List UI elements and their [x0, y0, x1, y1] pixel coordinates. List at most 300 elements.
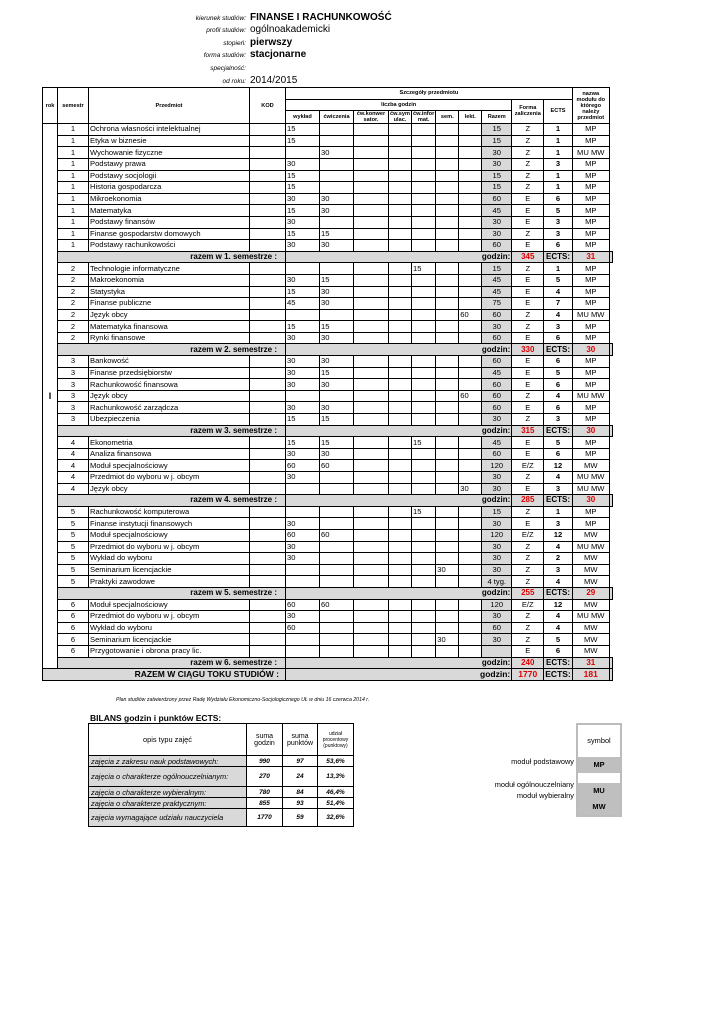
hours-sym: [389, 193, 412, 205]
ects-cell: 3: [544, 483, 573, 495]
total-label: RAZEM W CIĄGU TOKU STUDIÓW :: [43, 669, 286, 681]
hours-inf: [412, 576, 436, 588]
semester-cell: 3: [58, 356, 89, 368]
hours-semn: [436, 483, 459, 495]
hours-lekt: [459, 193, 482, 205]
hours-semn: [436, 518, 459, 530]
course-name: Technologie informatyczne: [89, 263, 250, 275]
col-szczegoly: Szczegóły przedmiotu: [286, 88, 573, 100]
ects-cell: 6: [544, 193, 573, 205]
module-cell: MP: [572, 274, 609, 286]
course-code: [250, 356, 286, 368]
header-value: FINANSE I RACHUNKOWOŚĆ: [250, 12, 392, 23]
bilans-row: [89, 787, 354, 798]
total-ects: 181: [572, 669, 609, 681]
hours-razem: 60: [482, 193, 512, 205]
hours-razem: 30: [482, 472, 512, 484]
bilans-godzin: 270: [247, 767, 283, 787]
hours-lekt: [459, 332, 482, 344]
col-lekt: lekt.: [459, 111, 482, 124]
hours-wyk: 15: [286, 437, 320, 449]
module-cell: MP: [572, 332, 609, 344]
hours-lekt: [459, 240, 482, 252]
hours-inf: [412, 216, 436, 228]
hours-inf: [412, 158, 436, 170]
module-cell: MW: [572, 564, 609, 576]
course-name: Przedmiot do wyboru w j. obcym: [89, 541, 250, 553]
hours-wyk: [286, 645, 320, 657]
hours-semn: [436, 599, 459, 611]
course-code: [250, 541, 286, 553]
ects-cell: 7: [544, 298, 573, 310]
hours-sym: [389, 529, 412, 541]
course-name: Mikroekonomia: [89, 193, 250, 205]
bilans-opis: zajęcia z zakresu nauk podstawowych:: [89, 756, 247, 767]
course-name: Finanse przedsiębiorstw: [89, 367, 250, 379]
hours-konw: [354, 228, 389, 240]
hours-sym: [389, 437, 412, 449]
module-label-mp: moduł podstawowy: [511, 757, 574, 766]
course-name: Seminarium licencjackie: [89, 634, 250, 646]
module-cell: MP: [572, 182, 609, 194]
summary-ects-label: ECTS:: [544, 425, 573, 437]
hours-semn: [436, 356, 459, 368]
hours-lekt: [459, 263, 482, 275]
course-code: [250, 414, 286, 426]
hours-lekt: [459, 506, 482, 518]
module-cell: MW: [572, 634, 609, 646]
course-name: Wychowanie fizyczne: [89, 147, 250, 159]
hours-sym: [389, 564, 412, 576]
hours-cw: 30: [320, 332, 354, 344]
hours-lekt: [459, 298, 482, 310]
course-code: [250, 529, 286, 541]
assessment-form: E/Z: [512, 529, 544, 541]
semester-cell: 5: [58, 518, 89, 530]
summary-godzin: 285: [512, 495, 544, 507]
hours-inf: 15: [412, 437, 436, 449]
hours-inf: [412, 541, 436, 553]
hours-semn: [436, 205, 459, 217]
hours-konw: [354, 437, 389, 449]
course-row: [43, 611, 613, 623]
hours-sym: [389, 576, 412, 588]
hours-cw: [320, 216, 354, 228]
summary-godzin: 315: [512, 425, 544, 437]
hours-cw: [320, 483, 354, 495]
hours-semn: [436, 124, 459, 136]
hours-lekt: [459, 437, 482, 449]
hours-konw: [354, 356, 389, 368]
course-code: [250, 286, 286, 298]
course-row: [43, 379, 613, 391]
course-name: Finanse instytucji finansowych: [89, 518, 250, 530]
assessment-form: Z: [512, 541, 544, 553]
hours-inf: 15: [412, 263, 436, 275]
module-cell: MU MW: [572, 483, 609, 495]
course-row: [43, 541, 613, 553]
course-code: [250, 228, 286, 240]
hours-razem: 120: [482, 599, 512, 611]
hours-cw: 30: [320, 205, 354, 217]
hours-konw: [354, 460, 389, 472]
hours-wyk: 60: [286, 460, 320, 472]
hours-sym: [389, 170, 412, 182]
course-code: [250, 576, 286, 588]
semester-cell: 2: [58, 332, 89, 344]
header-label: od roku:: [222, 78, 246, 85]
course-row: [43, 506, 613, 518]
bilans-title: BILANS godzin i punktów ECTS:: [90, 713, 222, 723]
course-row: [43, 437, 613, 449]
semester-summary: [43, 344, 613, 356]
hours-konw: [354, 645, 389, 657]
bilans-row: [89, 809, 354, 827]
hours-razem: 15: [482, 170, 512, 182]
hours-wyk: 15: [286, 124, 320, 136]
course-code: [250, 506, 286, 518]
hours-semn: [436, 193, 459, 205]
course-code: [250, 182, 286, 194]
course-row: [43, 158, 613, 170]
ects-cell: 3: [544, 414, 573, 426]
module-cell: MP: [572, 402, 609, 414]
assessment-form: Z: [512, 321, 544, 333]
header-value: pierwszy: [250, 37, 293, 48]
hours-wyk: 15: [286, 182, 320, 194]
semester-summary: [43, 425, 613, 437]
summary-ects-label: ECTS:: [544, 657, 573, 669]
assessment-form: Z: [512, 228, 544, 240]
semester-cell: 4: [58, 483, 89, 495]
hours-razem: 45: [482, 274, 512, 286]
bilans-col-punktow: suma punktów: [283, 724, 318, 756]
course-code: [250, 240, 286, 252]
course-row: [43, 274, 613, 286]
summary-ects-label: ECTS:: [544, 587, 573, 599]
hours-sym: [389, 634, 412, 646]
hours-konw: [354, 205, 389, 217]
assessment-form: Z: [512, 472, 544, 484]
hours-konw: [354, 506, 389, 518]
semester-cell: 1: [58, 240, 89, 252]
course-row: [43, 170, 613, 182]
hours-konw: [354, 263, 389, 275]
hours-inf: [412, 379, 436, 391]
module-cell: MU MW: [572, 309, 609, 321]
hours-sym: [389, 506, 412, 518]
semester-cell: 5: [58, 529, 89, 541]
module-cell: MW: [572, 553, 609, 565]
course-row: [43, 483, 613, 495]
semester-cell: 3: [58, 414, 89, 426]
assessment-form: Z: [512, 634, 544, 646]
hours-semn: [436, 321, 459, 333]
course-name: Analiza finansowa: [89, 448, 250, 460]
semester-cell: 1: [58, 205, 89, 217]
module-cell: MP: [572, 518, 609, 530]
header-label: kierunek studiów:: [195, 15, 246, 22]
hours-cw: 15: [320, 437, 354, 449]
hours-semn: [436, 274, 459, 286]
summary-ects-label: ECTS:: [544, 344, 573, 356]
course-row: [43, 564, 613, 576]
hours-razem: 60: [482, 356, 512, 368]
hours-lekt: [459, 124, 482, 136]
ects-cell: 6: [544, 402, 573, 414]
hours-wyk: [286, 147, 320, 159]
semester-cell: 2: [58, 321, 89, 333]
hours-lekt: 60: [459, 309, 482, 321]
course-row: [43, 472, 613, 484]
hours-sym: [389, 228, 412, 240]
hours-inf: [412, 309, 436, 321]
course-name: Matematyka: [89, 205, 250, 217]
curriculum-table: [42, 87, 613, 681]
summary-ects: 30: [572, 344, 609, 356]
hours-konw: [354, 332, 389, 344]
hours-sym: [389, 205, 412, 217]
hours-sym: [389, 402, 412, 414]
hours-inf: [412, 472, 436, 484]
hours-konw: [354, 158, 389, 170]
hours-lekt: [459, 529, 482, 541]
hours-razem: 15: [482, 135, 512, 147]
module-cell: MP: [572, 367, 609, 379]
hours-inf: [412, 367, 436, 379]
assessment-form: Z: [512, 158, 544, 170]
hours-inf: [412, 356, 436, 368]
summary-empty: [609, 495, 612, 507]
hours-konw: [354, 541, 389, 553]
hours-wyk: [286, 634, 320, 646]
course-name: Język obcy: [89, 390, 250, 402]
hours-sym: [389, 216, 412, 228]
bilans-opis: zajęcia o charakterze praktycznym:: [89, 798, 247, 809]
assessment-form: E: [512, 437, 544, 449]
hours-cw: 30: [320, 379, 354, 391]
hours-wyk: [286, 309, 320, 321]
hours-inf: [412, 483, 436, 495]
hours-semn: [436, 414, 459, 426]
course-code: [250, 634, 286, 646]
header-value: stacjonarne: [250, 49, 307, 60]
course-row: [43, 216, 613, 228]
hours-lekt: [459, 460, 482, 472]
course-code: [250, 518, 286, 530]
hours-sym: [389, 147, 412, 159]
hours-inf: [412, 402, 436, 414]
hours-konw: [354, 124, 389, 136]
module-cell: MP: [572, 286, 609, 298]
hours-sym: [389, 309, 412, 321]
assessment-form: E: [512, 205, 544, 217]
course-row: [43, 599, 613, 611]
bilans-godzin: 1770: [247, 809, 283, 827]
hours-wyk: 30: [286, 472, 320, 484]
bilans-row: [89, 798, 354, 809]
hours-cw: [320, 518, 354, 530]
course-name: Bankowość: [89, 356, 250, 368]
hours-sym: [389, 414, 412, 426]
course-code: [250, 564, 286, 576]
hours-razem: 60: [482, 448, 512, 460]
module-cell: MU MW: [572, 147, 609, 159]
assessment-form: E: [512, 298, 544, 310]
ects-cell: 1: [544, 147, 573, 159]
semester-cell: 4: [58, 448, 89, 460]
module-cell: MW: [572, 622, 609, 634]
summary-empty: [609, 657, 612, 669]
hours-razem: 15: [482, 124, 512, 136]
hours-wyk: 15: [286, 321, 320, 333]
hours-inf: [412, 170, 436, 182]
hours-cw: 30: [320, 147, 354, 159]
ects-cell: 12: [544, 460, 573, 472]
assessment-form: E: [512, 216, 544, 228]
hours-razem: 75: [482, 298, 512, 310]
course-code: [250, 611, 286, 623]
semester-cell: 2: [58, 309, 89, 321]
hours-wyk: 30: [286, 193, 320, 205]
col-cw-konwersator: ćw.konwer sator.: [354, 111, 389, 124]
assessment-form: E: [512, 379, 544, 391]
hours-lekt: [459, 228, 482, 240]
course-code: [250, 263, 286, 275]
hours-wyk: 30: [286, 274, 320, 286]
course-row: [43, 240, 613, 252]
hours-inf: [412, 124, 436, 136]
hours-sym: [389, 298, 412, 310]
course-code: [250, 193, 286, 205]
course-row: [43, 309, 613, 321]
hours-cw: [320, 124, 354, 136]
hours-razem: 15: [482, 263, 512, 275]
hours-semn: [436, 298, 459, 310]
course-code: [250, 170, 286, 182]
hours-konw: [354, 216, 389, 228]
hours-konw: [354, 483, 389, 495]
course-code: [250, 135, 286, 147]
hours-cw: 30: [320, 286, 354, 298]
hours-wyk: 60: [286, 622, 320, 634]
bilans-punktow: 93: [283, 798, 318, 809]
hours-semn: [436, 147, 459, 159]
course-name: Ubezpieczenia: [89, 414, 250, 426]
course-row: [43, 286, 613, 298]
course-name: Moduł specjalnościowy: [89, 599, 250, 611]
hours-konw: [354, 390, 389, 402]
hours-lekt: [459, 472, 482, 484]
hours-semn: [436, 576, 459, 588]
module-cell: MP: [572, 228, 609, 240]
ects-cell: 3: [544, 321, 573, 333]
hours-lekt: [459, 286, 482, 298]
hours-wyk: 30: [286, 611, 320, 623]
symbol-mp: MP: [578, 757, 620, 773]
course-name: Przedmiot do wyboru w j. obcym: [89, 472, 250, 484]
course-row: [43, 135, 613, 147]
hours-wyk: 30: [286, 379, 320, 391]
course-row: [43, 553, 613, 565]
assessment-form: E: [512, 332, 544, 344]
bilans-col-udzial: udział procentowy (punktowy): [318, 724, 354, 756]
summary-ects-label: ECTS:: [544, 251, 573, 263]
module-cell: MW: [572, 529, 609, 541]
hours-semn: [436, 506, 459, 518]
course-code: [250, 645, 286, 657]
bilans-godzin: 990: [247, 756, 283, 767]
hours-inf: [412, 240, 436, 252]
hours-cw: [320, 553, 354, 565]
hours-cw: 30: [320, 356, 354, 368]
ects-cell: 1: [544, 263, 573, 275]
course-name: Przedmiot do wyboru w j. obcym: [89, 611, 250, 623]
course-code: [250, 321, 286, 333]
module-cell: MP: [572, 437, 609, 449]
course-code: [250, 298, 286, 310]
hours-konw: [354, 182, 389, 194]
hours-lekt: [459, 448, 482, 460]
bilans-table: [88, 723, 354, 827]
summary-ects: 30: [572, 425, 609, 437]
semester-cell: 1: [58, 182, 89, 194]
hours-cw: [320, 182, 354, 194]
ects-cell: 5: [544, 274, 573, 286]
course-name: Rynki finansowe: [89, 332, 250, 344]
course-code: [250, 437, 286, 449]
hours-inf: [412, 147, 436, 159]
hours-wyk: 15: [286, 228, 320, 240]
course-code: [250, 309, 286, 321]
hours-cw: [320, 309, 354, 321]
total-empty: [609, 669, 612, 681]
hours-semn: [436, 541, 459, 553]
assessment-form: Z: [512, 414, 544, 426]
hours-cw: 30: [320, 402, 354, 414]
course-name: Przygotowanie i obrona pracy lic.: [89, 645, 250, 657]
course-code: [250, 448, 286, 460]
assessment-form: E: [512, 367, 544, 379]
hours-sym: [389, 286, 412, 298]
assessment-form: Z: [512, 135, 544, 147]
semester-cell: 2: [58, 298, 89, 310]
col-rok: rok: [43, 88, 58, 124]
module-cell: MU MW: [572, 541, 609, 553]
hours-konw: [354, 286, 389, 298]
summary-label: razem w 4. semestrze :: [58, 495, 286, 507]
ects-cell: 5: [544, 205, 573, 217]
ects-cell: 6: [544, 356, 573, 368]
hours-sym: [389, 553, 412, 565]
summary-empty: [609, 587, 612, 599]
hours-razem: 30: [482, 541, 512, 553]
assessment-form: E: [512, 193, 544, 205]
hours-lekt: [459, 274, 482, 286]
hours-cw: [320, 170, 354, 182]
hours-sym: [389, 379, 412, 391]
hours-inf: [412, 414, 436, 426]
bilans-udzial: 13,3%: [318, 767, 354, 787]
summary-godzin: 345: [512, 251, 544, 263]
assessment-form: Z: [512, 147, 544, 159]
ects-cell: 4: [544, 611, 573, 623]
module-cell: MU MW: [572, 390, 609, 402]
assessment-form: E: [512, 286, 544, 298]
module-cell: MW: [572, 645, 609, 657]
col-nazwa-modulu: nazwa modułu do którego należy przedmiot: [572, 88, 609, 124]
ects-cell: 12: [544, 599, 573, 611]
